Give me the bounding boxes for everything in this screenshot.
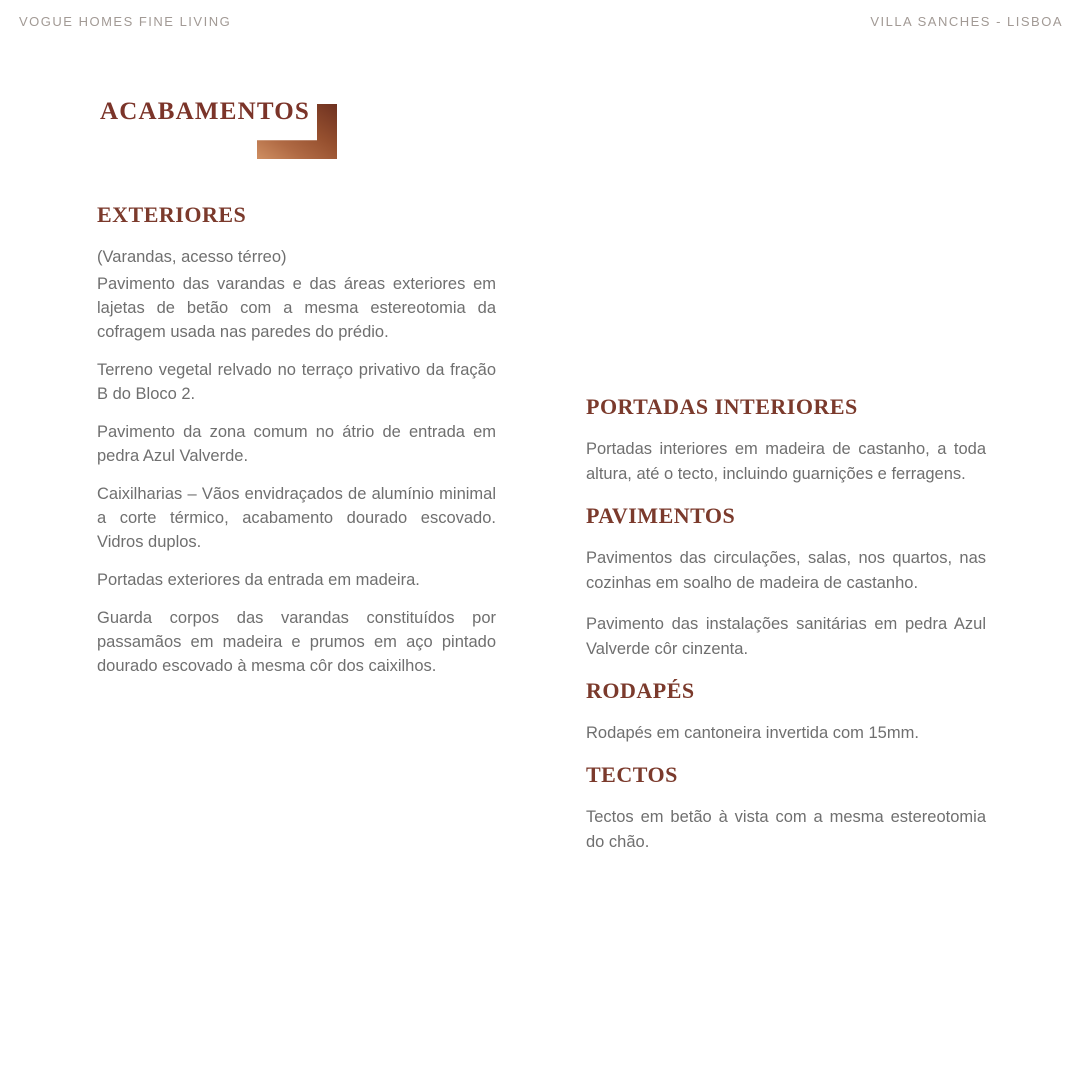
paragraph: Portadas exteriores da entrada em madeira. bbox=[97, 571, 420, 589]
paragraph: Pavimento das instalações sanitárias em pedra Azul Valverde côr cinzenta. bbox=[586, 615, 986, 658]
section-exteriores bbox=[97, 202, 496, 692]
paragraph: Tectos em betão à vista com a mesma estereotomia do chão. bbox=[586, 808, 986, 851]
section-heading-pavimentos: PAVIMENTOS bbox=[586, 503, 736, 528]
paragraph-intro: (Varandas, acesso térreo) bbox=[97, 248, 287, 266]
section-portadas-interiores bbox=[586, 394, 986, 487]
paragraph: Pavimentos das circulações, salas, nos quartos, nas cozinhas em soalho de madeira de castanho. bbox=[586, 549, 986, 592]
paragraph: Terreno vegetal relvado no terraço privativo da fração B do Bloco 2. bbox=[97, 361, 496, 403]
paragraph: Caixilharias – Vãos envidraçados de alumínio minimal a corte térmico, acabamento dourado escovado. Vidros duplos. bbox=[97, 485, 496, 551]
section-heading-portadas-interiores: PORTADAS INTERIORES bbox=[586, 394, 858, 419]
paragraph: Pavimento das varandas e das áreas exteriores em lajetas de betão com a mesma estereotomia da cofragem usada nas paredes do prédio. bbox=[97, 275, 496, 341]
paragraph: Portadas interiores em madeira de castanho, a toda altura, até o tecto, incluindo guarnições e ferragens. bbox=[586, 440, 986, 483]
paragraph: Pavimento da zona comum no átrio de entrada em pedra Azul Valverde. bbox=[97, 423, 496, 465]
section-tectos bbox=[586, 762, 986, 855]
section-pavimentos bbox=[586, 503, 986, 662]
section-heading-tectos: TECTOS bbox=[586, 762, 678, 787]
brand-name: VOGUE HOMES FINE LIVING bbox=[19, 14, 232, 29]
section-heading-rodapes: RODAPÉS bbox=[586, 678, 695, 703]
page-header bbox=[19, 14, 1063, 29]
project-name: VILLA SANCHES - LISBOA bbox=[870, 14, 1063, 29]
page-title: ACABAMENTOS bbox=[100, 98, 310, 125]
right-column bbox=[586, 394, 986, 871]
section-rodapes bbox=[586, 678, 986, 746]
section-heading-exteriores: EXTERIORES bbox=[97, 202, 247, 227]
paragraph: Guarda corpos das varandas constituídos por passamãos em madeira e prumos em aço pintado dourado escovado à mesma côr dos caixilhos. bbox=[97, 609, 496, 675]
paragraph: Rodapés em cantoneira invertida com 15mm. bbox=[586, 724, 919, 742]
